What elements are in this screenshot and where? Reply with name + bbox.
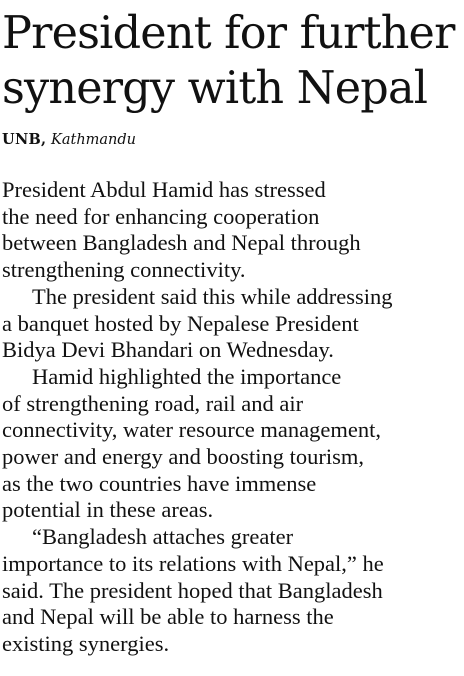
- body-line: of strengthening road, rail and air: [2, 390, 304, 416]
- body-line: a banquet hosted by Nepalese President: [2, 310, 359, 336]
- body-line: Hamid highlighted the importance: [32, 363, 342, 389]
- byline: [2, 131, 136, 149]
- news-agency: UNB,: [2, 131, 47, 148]
- body-line: strengthening connectivity.: [2, 257, 246, 283]
- body-line: power and energy and boosting tourism,: [2, 444, 365, 470]
- body-line: Bidya Devi Bhandari on Wednesday.: [2, 337, 334, 363]
- body-line: “Bangladesh attaches greater: [32, 524, 294, 550]
- body-line: President Abdul Hamid has stressed: [2, 177, 326, 202]
- article-body: [2, 177, 464, 658]
- body-line: between Bangladesh and Nepal through: [2, 230, 361, 256]
- body-line: existing synergies.: [2, 630, 170, 656]
- body-line: connectivity, water resource management,: [2, 417, 381, 443]
- headline-line: President for further: [2, 8, 455, 59]
- body-line: The president said this while addressing: [32, 283, 393, 309]
- dateline-location: Kathmandu: [51, 132, 137, 148]
- body-line: said. The president hoped that Bangladesh: [2, 577, 383, 603]
- body-line: as the two countries have immense: [2, 470, 317, 496]
- body-line: importance to its relations with Nepal,” he: [2, 550, 384, 576]
- headline-line: synergy with Nepal: [2, 63, 428, 114]
- article-headline: [2, 6, 464, 116]
- body-line: and Nepal will be able to harness the: [2, 604, 334, 630]
- body-line: potential in these areas.: [2, 497, 214, 523]
- body-line: the need for enhancing cooperation: [2, 203, 320, 229]
